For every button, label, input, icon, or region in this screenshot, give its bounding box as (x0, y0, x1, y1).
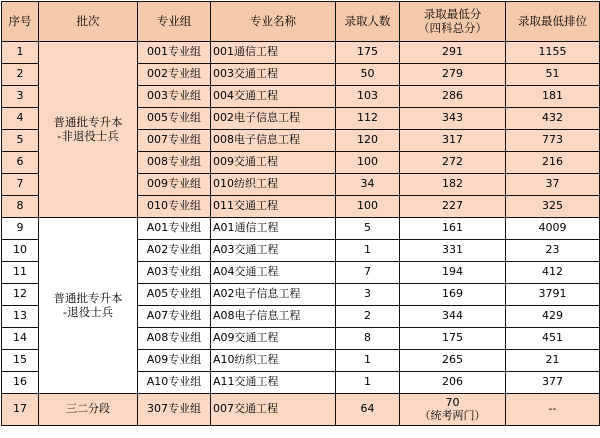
cell-major: A11交通工程 (211, 372, 336, 394)
cell-count: 112 (336, 108, 400, 130)
cell-rank: 773 (506, 130, 600, 152)
cell-seq: 15 (2, 350, 39, 372)
cell-major: A08电子信息工程 (211, 306, 336, 328)
cell-rank: 3791 (506, 284, 600, 306)
cell-score: 279 (400, 64, 506, 86)
cell-seq: 1 (2, 42, 39, 64)
cell-count: 1 (336, 372, 400, 394)
header-min-rank: 录取最低排位 (506, 2, 600, 42)
cell-score: 272 (400, 152, 506, 174)
cell-seq: 11 (2, 262, 39, 284)
cell-rank: 37 (506, 174, 600, 196)
batch-nonveteran-line1: 普通批专升本 (53, 115, 123, 130)
cell-seq: 9 (2, 218, 39, 240)
cell-score: 286 (400, 86, 506, 108)
cell-seq: 10 (2, 240, 39, 262)
cell-group: A03专业组 (138, 262, 211, 284)
header-group: 专业组 (138, 2, 211, 42)
cell-major: 004交通工程 (211, 86, 336, 108)
cell-count: 3 (336, 284, 400, 306)
cell-group: 010专业组 (138, 196, 211, 218)
cell-count: 5 (336, 218, 400, 240)
cell-group: 009专业组 (138, 174, 211, 196)
cell-count: 1 (336, 350, 400, 372)
cell-major: A10纺织工程 (211, 350, 336, 372)
cell-rank: 4009 (506, 218, 600, 240)
header-batch: 批次 (39, 2, 138, 42)
cell-score: 343 (400, 108, 506, 130)
cell-score: 227 (400, 196, 506, 218)
cell-count: 100 (336, 196, 400, 218)
header-row (2, 2, 600, 42)
cell-count: 34 (336, 174, 400, 196)
cell-seq: 12 (2, 284, 39, 306)
cell-group: A01专业组 (138, 218, 211, 240)
cell-group: A09专业组 (138, 350, 211, 372)
cell-seq: 7 (2, 174, 39, 196)
cell-score: 194 (400, 262, 506, 284)
cell-count: 103 (336, 86, 400, 108)
cell-count: 64 (336, 394, 400, 426)
header-major: 专业名称 (211, 2, 336, 42)
cell-major: A03交通工程 (211, 240, 336, 262)
cell-count: 1 (336, 240, 400, 262)
cell-major: 010纺织工程 (211, 174, 336, 196)
cell-score: 161 (400, 218, 506, 240)
cell-seq: 8 (2, 196, 39, 218)
cell-major: 001通信工程 (211, 42, 336, 64)
table-row (2, 218, 600, 240)
cell-group: 005专业组 (138, 108, 211, 130)
cell-score: 291 (400, 42, 506, 64)
cell-major: 007交通工程 (211, 394, 336, 426)
cell-seq: 16 (2, 372, 39, 394)
cell-rank: 181 (506, 86, 600, 108)
cell-score: 169 (400, 284, 506, 306)
cell-seq: 6 (2, 152, 39, 174)
cell-count: 8 (336, 328, 400, 350)
cell-score-note: （统考两门） (419, 408, 486, 422)
cell-score: 265 (400, 350, 506, 372)
cell-major: A02电子信息工程 (211, 284, 336, 306)
cell-rank: 325 (506, 196, 600, 218)
cell-group: 001专业组 (138, 42, 211, 64)
cell-major: A01通信工程 (211, 218, 336, 240)
cell-count: 100 (336, 152, 400, 174)
cell-score: 182 (400, 174, 506, 196)
header-count: 录取人数 (336, 2, 400, 42)
cell-rank: 451 (506, 328, 600, 350)
cell-batch-three-two: 三二分段 (39, 394, 138, 426)
cell-count: 50 (336, 64, 400, 86)
cell-seq: 17 (2, 394, 39, 426)
cell-major: 002电子信息工程 (211, 108, 336, 130)
cell-batch-veteran (39, 218, 138, 394)
batch-nonveteran-line2: -非退役士兵 (57, 128, 119, 143)
table-row (2, 394, 600, 426)
cell-group: 002专业组 (138, 64, 211, 86)
cell-score (400, 394, 506, 426)
cell-group: 003专业组 (138, 86, 211, 108)
cell-major: A04交通工程 (211, 262, 336, 284)
cell-group: A02专业组 (138, 240, 211, 262)
cell-score: 206 (400, 372, 506, 394)
cell-group: 007专业组 (138, 130, 211, 152)
batch-veteran-line2: -退役士兵 (62, 304, 114, 319)
cell-rank: 377 (506, 372, 600, 394)
header-min-score-line2: （四科总分） (418, 20, 487, 35)
cell-count: 175 (336, 42, 400, 64)
cell-rank: -- (506, 394, 600, 426)
admission-table (1, 1, 600, 426)
header-min-score (400, 2, 506, 42)
cell-major: 003交通工程 (211, 64, 336, 86)
cell-count: 2 (336, 306, 400, 328)
cell-batch-nonveteran (39, 42, 138, 218)
cell-seq: 3 (2, 86, 39, 108)
cell-group: 307专业组 (138, 394, 211, 426)
cell-group: A07专业组 (138, 306, 211, 328)
cell-seq: 4 (2, 108, 39, 130)
cell-rank: 429 (506, 306, 600, 328)
cell-group: 008专业组 (138, 152, 211, 174)
cell-seq: 14 (2, 328, 39, 350)
cell-rank: 51 (506, 64, 600, 86)
header-seq: 序号 (2, 2, 39, 42)
cell-seq: 5 (2, 130, 39, 152)
cell-rank: 412 (506, 262, 600, 284)
cell-rank: 432 (506, 108, 600, 130)
cell-count: 7 (336, 262, 400, 284)
cell-score: 344 (400, 306, 506, 328)
cell-score-value: 70 (445, 395, 460, 409)
cell-major: 009交通工程 (211, 152, 336, 174)
cell-group: A05专业组 (138, 284, 211, 306)
cell-score: 331 (400, 240, 506, 262)
batch-veteran-line1: 普通批专升本 (53, 291, 123, 306)
cell-seq: 2 (2, 64, 39, 86)
cell-rank: 1155 (506, 42, 600, 64)
cell-rank: 23 (506, 240, 600, 262)
cell-major: 011交通工程 (211, 196, 336, 218)
cell-rank: 216 (506, 152, 600, 174)
cell-count: 120 (336, 130, 400, 152)
cell-rank: 21 (506, 350, 600, 372)
cell-score: 317 (400, 130, 506, 152)
header-min-score-line1: 录取最低分 (423, 7, 482, 22)
cell-group: A08专业组 (138, 328, 211, 350)
cell-major: A09交通工程 (211, 328, 336, 350)
cell-group: A10专业组 (138, 372, 211, 394)
table-row (2, 42, 600, 64)
cell-major: 008电子信息工程 (211, 130, 336, 152)
cell-seq: 13 (2, 306, 39, 328)
cell-score: 175 (400, 328, 506, 350)
